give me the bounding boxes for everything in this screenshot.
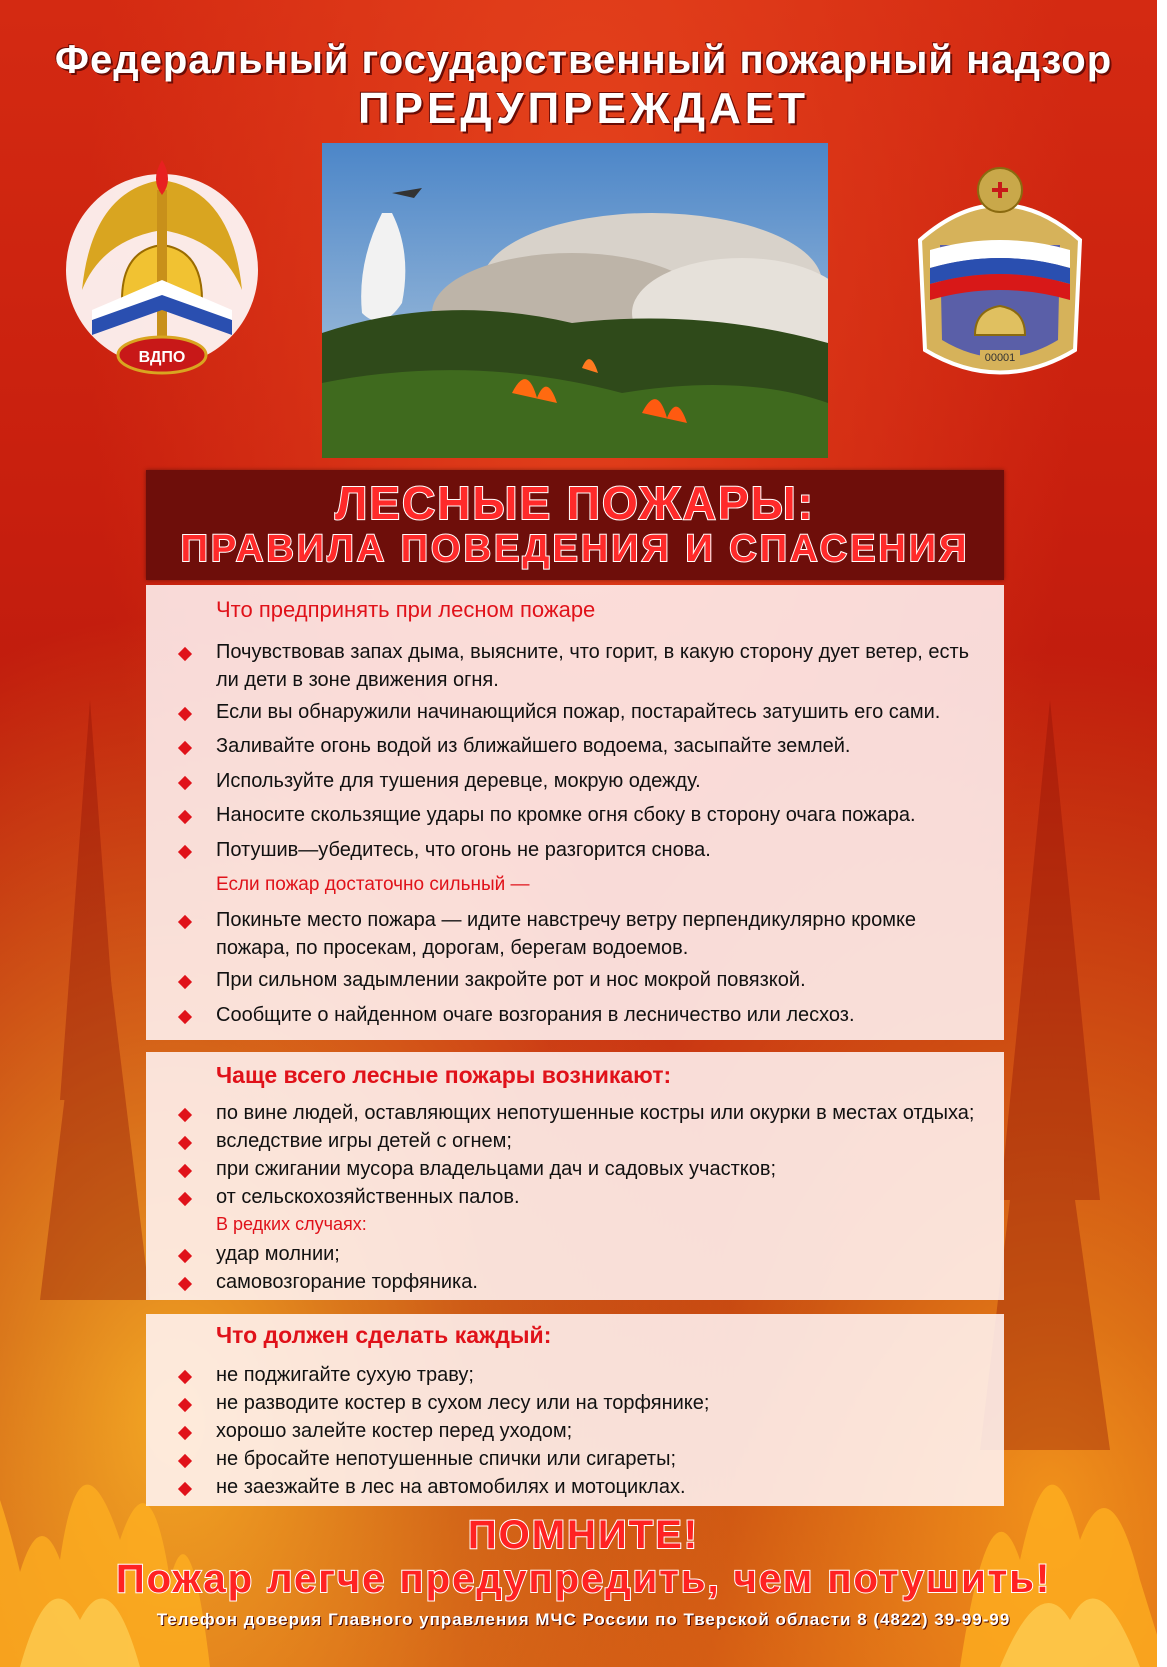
list-item: Если вы обнаружили начинающийся пожар, постарайтесь затушить его сами. [216,701,941,723]
vdpo-label: ВДПО [138,349,186,366]
slogan: Пожар легче предупредить, чем потушить! [115,1557,1052,1601]
bullet-icon [178,1249,192,1263]
fire-supervision-badge-icon [910,150,1090,400]
bullet-icon [178,647,192,661]
list-item: вследствие игры детей с огнем; [216,1130,512,1152]
list-item: хорошо залейте костер перед уходом; [216,1420,573,1442]
main-subtitle: ПРАВИЛА ПОВЕДЕНИЯ И СПАСЕНИЯ [180,528,970,570]
list-item: Используйте для тушения деревце, мокрую одежду. [216,770,701,792]
bullet-icon [178,1482,192,1496]
bullet-icon [178,1370,192,1384]
vdpo-emblem-icon [62,150,262,390]
bullet-icon [178,1136,192,1150]
list-item: не заезжайте в лес на автомобилях и мотоциклах. [216,1476,686,1498]
list-item: по вине людей, оставляющих непотушенные костры или окурки в местах отдыха; [216,1102,975,1124]
section-causes-panel [146,1052,1004,1300]
bullet-icon [178,1426,192,1440]
list-item: самовозгорание торфяника. [216,1271,478,1293]
page-edge [1157,0,1167,1667]
list-item: Сообщите о найденном очаге возгорания в лесничество или лесхоз. [216,1004,855,1026]
list-item: Наносите скользящие удары по кромке огня сбоку в сторону очага пожара. [216,804,916,826]
list-item: Почувствовав запах дыма, выясните, что горит, в какую сторону дует ветер, есть ли дети в зоне движения огня. [216,641,970,691]
section3-title: Что должен сделать каждый: [216,1322,552,1348]
list-item: не поджигайте сухую траву; [216,1364,474,1386]
list-item: Заливайте огонь водой из ближайшего водоема, засыпайте землей. [216,735,851,757]
bullet-icon [178,1010,192,1024]
bullet-icon [178,915,192,929]
title-banner [146,470,1004,580]
list-item: при сжигании мусора владельцами дач и садовых участков; [216,1158,777,1180]
bullet-icon [178,810,192,824]
forest-fire-photo [322,143,828,458]
bullet-icon [178,975,192,989]
bullet-icon [178,1108,192,1122]
list-item: не бросайте непотушенные спички или сигареты; [216,1448,677,1470]
list-item: Покиньте место пожара — идите навстречу ветру перпендикулярно кромке пожара, по просекам, дорогам, берегам водоемов. [216,909,917,959]
section-everyone-must-panel [146,1314,1004,1506]
section1-title: Что предпринять при лесном пожаре [216,597,596,622]
main-title: ЛЕСНЫЕ ПОЖАРЫ: [335,477,815,529]
list-item: не разводите костер в сухом лесу или на торфянике; [216,1392,710,1414]
section2-subtitle: В редких случаях: [216,1214,367,1234]
bullet-icon [178,845,192,859]
bullet-icon [178,776,192,790]
bullet-icon [178,1192,192,1206]
bullet-icon [178,1398,192,1412]
bullet-icon [178,707,192,721]
hotline-text: Телефон доверия Главного управления МЧС России по Тверской области 8 (4822) 39-99-99 [156,1610,1011,1629]
remember-heading: ПОМНИТЕ! [467,1513,700,1557]
list-item: от сельскохозяйственных палов. [216,1186,520,1208]
section1-subtitle: Если пожар достаточно сильный — [216,874,530,895]
section-what-to-do-panel [146,585,1004,1040]
header-line1: Федеральный государственный пожарный надзор [54,38,1113,82]
badge-number: 00001 [984,352,1016,364]
list-item: Потушив—убедитесь, что огонь не разгорится снова. [216,839,711,861]
list-item: удар молнии; [216,1243,340,1265]
list-item: При сильном задымлении закройте рот и нос мокрой повязкой. [216,969,806,991]
header-line2: ПРЕДУПРЕЖДАЕТ [357,84,809,133]
bullet-icon [178,741,192,755]
section2-title: Чаще всего лесные пожары возникают: [216,1062,672,1088]
bullet-icon [178,1277,192,1291]
bullet-icon [178,1454,192,1468]
bullet-icon [178,1164,192,1178]
